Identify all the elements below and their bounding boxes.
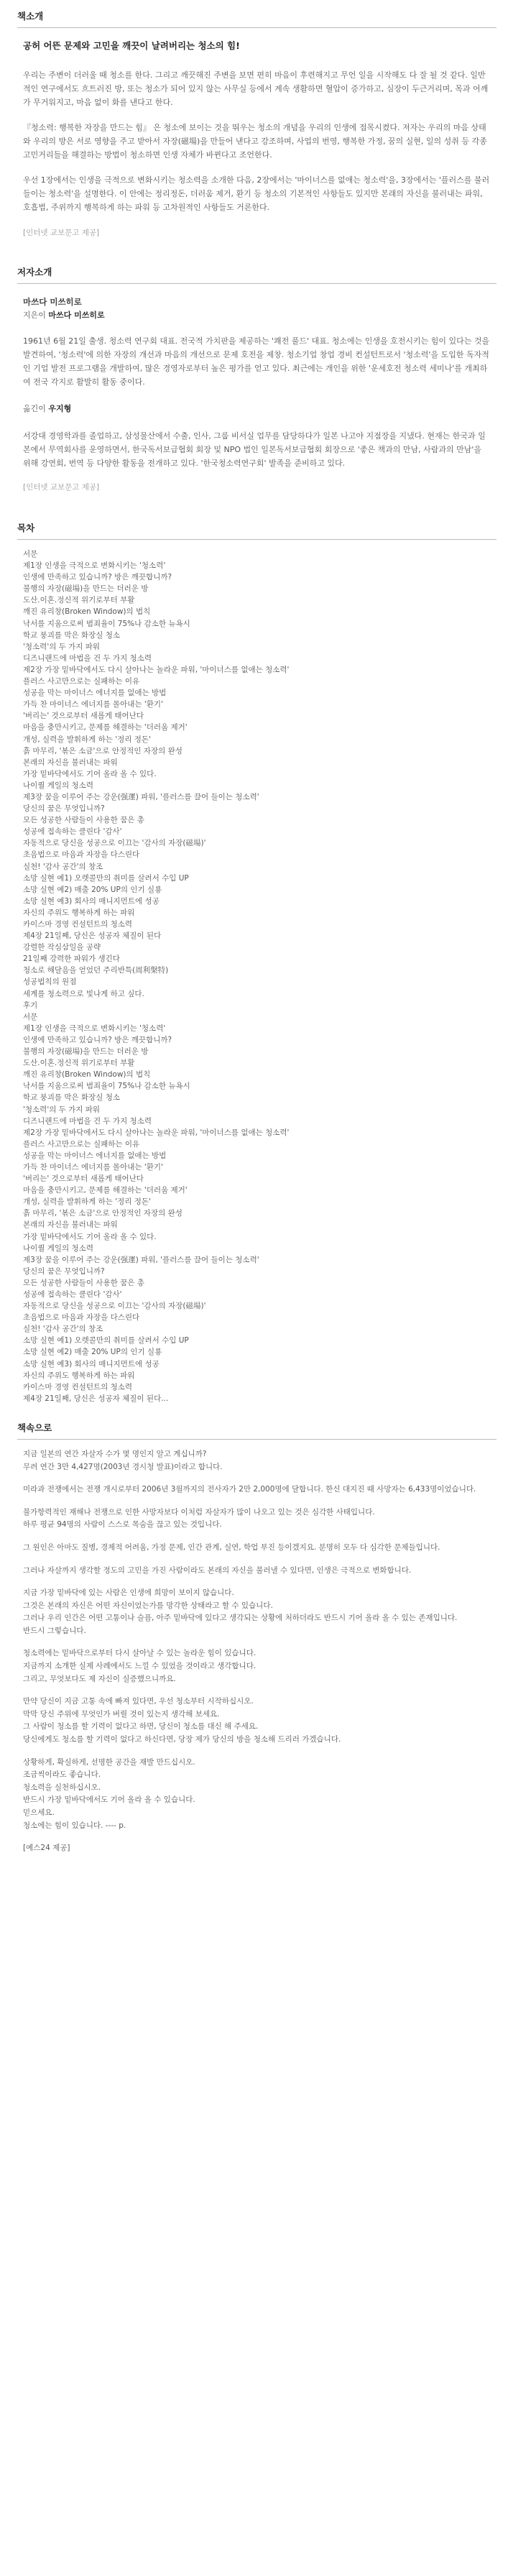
toc-item: 초음법으로 마음과 자장을 다스린다: [23, 1313, 140, 1322]
toc-item: 흙 마무리, '볶은 소금'으로 안정적인 자장의 완성: [23, 1209, 183, 1218]
excerpt-paragraph: 그 원인은 아마도 질병, 경제적 어려움, 가정 문제, 인간 관계, 실연, 학업 부진 등이겠지요. 분명히 모두 다 심각한 문제들입니다.: [23, 1542, 440, 1552]
toc-item: 도산.이혼.정신적 위기로부터 부활: [23, 1059, 135, 1068]
author-name-bold: 마쓰다 미쓰히로: [48, 310, 105, 320]
toc-item: 소망 실현 예3) 회사의 매니지먼트에 성공: [23, 896, 160, 906]
toc-item: 흙 마무리, '볶은 소금'으로 안정적인 자장의 완성: [23, 746, 183, 755]
toc-item: 카이스마 경영 컨설턴트의 청소력: [23, 920, 133, 929]
toc-item: 제2장 가장 밑바닥에서도 다시 살아나는 놀라운 파워, '마이너스를 없애는 청소력': [23, 1128, 290, 1137]
toc-item: 모든 성공한 사람들이 사용한 꿈은 총: [23, 816, 144, 825]
author-role-label: 지은이: [23, 310, 46, 320]
toc-item: 성공을 막는 마이너스 에너지를 없애는 방법: [23, 689, 167, 698]
toc-item: '청소력'의 두 가지 파워: [23, 1105, 101, 1114]
toc-item: 소망 실현 예3) 회사의 매니지먼트에 성공: [23, 1359, 160, 1368]
toc-item: 제4장 21일째, 당신은 성공자 체질이 된다: [23, 932, 162, 941]
excerpt-box: [17, 1439, 497, 1865]
toc-item: 나이퀄 게일의 청소력: [23, 781, 93, 790]
excerpt-source: [예스24 제공]: [23, 1844, 70, 1853]
author-bio: 1961년 6월 21일 출생. 청소력 연구회 대표. 전국적 가치판을 제공하는 '쾌전 풀드' 대표. 청소에는 인생을 호전시키는 힘이 있다는 것을 발견하여, '청소력'에 의한 자장의 개선과 마음의 개선으로 문제 호전을 제창. 청소기업 창업 경비 컨설턴트로서 '청소력'을 도입한 독자적인 기업 발전 프로그램을 개발하여, 많은 경영자로부터 높은 평가를 얻고 있다. 최근에는 개인을 위한 '운세호전 청소력 세미나'를 개최하여 전국 각지로 활발히 활동 중이다.: [23, 336, 490, 387]
toc-item: 당신의 꿈은 무엇입니까?: [23, 1266, 105, 1276]
toc-item: 자신의 주위도 행복하게 하는 파워: [23, 908, 135, 917]
toc-item: 제4장 21일째, 당신은 성공자 체질이 된다...: [23, 1394, 169, 1403]
toc-item: 소망 실현 예1) 오렛콜만의 취미를 살려서 수입 UP: [23, 873, 189, 883]
toc-item: 자동적으로 당신을 성공으로 이끄는 '감사의 자장(磁場)': [23, 839, 206, 848]
toc-item: 성공을 막는 마이너스 에너지를 없애는 방법: [23, 1151, 167, 1160]
toc-item: 가장 밑바닥에서도 기어 올라 올 수 있다.: [23, 769, 157, 778]
toc-box: [17, 539, 497, 1414]
intro-paragraph: 『청소력: 행복한 자장을 만드는 힘』 은 청소에 보이는 것을 뛰우는 청소의 개념을 우리의 인생에 접목시켰다. 저자는 우리의 마음 상태와 우리의 방은 서로 영향을 주고 받아서 자장(磁場)을 만들어 낸다고 강조하며, 사업의 번영, 행복한 가정, 꿈의 실현, 일의 성취 등 각종 고민거리들을 해결하는 방법이 청소하면 인생 자체가 바뀐다고 조언한다.: [23, 123, 487, 160]
toc-item: 제3장 꿈을 이루어 주는 강운(强運) 파워, '플러스를 끌어 들이는 청소력': [23, 792, 259, 801]
toc-item: 가득 찬 마이너스 에너지를 몰아내는 '환기': [23, 700, 163, 709]
toc-item: 모든 성공한 사람들이 사용한 꿈은 총: [23, 1278, 144, 1287]
toc-item: '버리는' 것으로부터 새롭게 태어난다: [23, 712, 144, 721]
toc-item: 인생에 만족하고 있습니까? 방은 깨끗합니까?: [23, 1035, 172, 1044]
toc-item: '버리는' 것으로부터 새롭게 태어난다: [23, 1174, 144, 1184]
excerpt-paragraph: 지금 일본의 연간 자살자 수가 몇 명인지 알고 계십니까? 무려 연간 3만 4,427명(2003년 경시청 발표)이라고 합니다.: [23, 1449, 223, 1471]
toc-item: 소망 실현 예2) 매출 20% UP의 인기 실룡: [23, 885, 162, 894]
toc-item: 후기: [23, 1000, 38, 1010]
toc-item: 플러스 사고만으로는 실패하는 이유: [23, 1139, 140, 1149]
toc-item: 마음을 충만시키고, 문제를 해결하는 '더러움 제거': [23, 723, 188, 732]
toc-item: 깨진 유리창(Broken Window)의 법칙: [23, 607, 151, 617]
toc-item: 학교 붕괴를 막은 화장실 청소: [23, 1093, 121, 1103]
translator-role-label: 옮긴이: [23, 404, 46, 413]
excerpt-paragraph: 미라과 전쟁에서는 전쟁 개시로부터 2006년 3월까지의 전사자가 2만 2,000명에 달합니다. 한신 대지진 때 사망자는 6,433명이었습니다.: [23, 1485, 476, 1494]
toc-item: 제3장 꿈을 이루어 주는 강운(强運) 파워, '플러스를 끌어 들이는 청소력': [23, 1255, 259, 1264]
toc-item: 학교 붕괴를 막은 화장실 청소: [23, 630, 121, 640]
toc-item: 청소로 해달음을 얻었던 주리반특(周利槃特): [23, 966, 169, 975]
toc-item: 성공에 접속하는 클린다 '감사': [23, 1290, 122, 1299]
toc-item: 당신의 꿈은 무엇입니까?: [23, 804, 105, 814]
toc-item: 도산.이혼.정신적 위기로부터 부활: [23, 596, 135, 605]
toc-item: 인생에 만족하고 있습니까? 방은 깨끗합니까?: [23, 573, 172, 582]
toc-item: 낙서를 지움으로써 범죄율이 75%나 감소한 뉴욕시: [23, 1082, 190, 1091]
toc-item: 실천! '감사 공간'의 창조: [23, 862, 103, 871]
author-section: [17, 266, 497, 503]
intro-source: [인터넷 교보문고 제공]: [23, 229, 100, 237]
author-name: 마쓰다 미쓰히로: [23, 297, 82, 307]
toc-item: 자신의 주위도 행복하게 하는 파워: [23, 1371, 135, 1380]
toc-item: 카이스마 경영 컨설턴트의 청소력: [23, 1382, 133, 1392]
book-intro-heading: 책소개: [17, 11, 44, 22]
translator-meta: [23, 403, 491, 415]
toc-item: 깨진 유리창(Broken Window)의 법칙: [23, 1070, 151, 1080]
book-intro-title: 공허 어뜬 문제와 고민을 깨끗이 날려버리는 청소의 힘!: [23, 40, 240, 51]
toc-item: 21일째 강력한 파워가 생긴다: [23, 954, 120, 964]
author-heading: 저자소개: [17, 267, 52, 277]
author-source: [인터넷 교보문고 제공]: [23, 483, 100, 492]
toc-item: '청소력'의 두 가지 파워: [23, 642, 101, 651]
book-intro-section: [17, 10, 497, 249]
toc-item: 성공에 접속하는 클린다 '감사': [23, 827, 122, 837]
toc-item: 강렬한 작심삼일을 공략: [23, 943, 101, 952]
excerpt-section: [17, 1422, 497, 1865]
toc-item: 낙서를 지움으로써 범죄율이 75%나 감소한 뉴욕시: [23, 619, 190, 628]
excerpt-paragraph: 그러나 자살까지 생각할 정도의 고민을 가진 사람이라도 본래의 자신을 불러낼 수 있다면, 인생은 극적으로 변화합니다.: [23, 1565, 412, 1575]
toc-item: 성공법칙의 원점: [23, 978, 77, 987]
toc-item: 불행의 자장(磁場)을 만드는 더러운 방: [23, 1047, 149, 1057]
toc-item: 소망 실현 예2) 매출 20% UP의 인기 실룡: [23, 1348, 162, 1357]
excerpt-paragraph: 지금 가장 밑바닥에 있는 사람은 인생에 희망이 보이지 않습니다. 그것은 본래의 자신은 어떤 자신이었는가를 망각한 상태라고 할 수 있습니다. 그러나 우리 인간은 어떤 고통이나 슬픔, 아주 밑바닥에 있다고 생각되는 상황에 처하더라도 반드시 기어 올라 올 수 있는 존재입니다. 반드시 그렇습니다.: [23, 1588, 458, 1635]
toc-item: 개성, 실력을 발휘하게 하는 '정리 정돈': [23, 1197, 151, 1207]
toc-item: 디즈니랜드에 마법을 건 두 가지 청소력: [23, 1116, 152, 1126]
toc-item: 서문: [23, 550, 38, 558]
author-box: [17, 283, 497, 503]
toc-item: 불행의 자장(磁場)을 만드는 더러운 방: [23, 584, 149, 594]
toc-item: 나이퀄 게일의 청소력: [23, 1243, 93, 1253]
toc-item: 서문: [23, 1012, 38, 1021]
toc-item: 초음법으로 마음과 자장을 다스린다: [23, 850, 140, 860]
excerpt-heading: 책속으로: [17, 1422, 52, 1433]
translator-bio: 서강대 경영학과를 졸업하고, 삼성물산에서 수출, 인사, 그룹 비서실 업무를 담당하다가 일본 나고야 지점장을 지냈다. 현재는 한국과 일본에서 무역회사를 운영하면서, 한국독서보급협회 회장 및 NPO 법인 일본독서보급협회 회장으로 '좋은 책과의 만남, 사람과의 만남'을 위해 강연회, 번역 등 다양한 활동을 전개하고 있다. '한국청소력연구회' 발족을 준비하고 있다.: [23, 431, 486, 468]
intro-paragraph: 우리는 주변이 더러울 때 청소를 한다. 그리고 깨끗해진 주변을 보면 편히 마음이 후련해지고 무언 일을 시작해도 다 잘 될 것 같다. 일반적인 연구에서도 흐트러진 방, 또는 청소가 되어 있지 않는 사무실 등에서 계속 생활하면 혈압이 증가하고, 심장이 두근거리며, 목과 어깨가 무거워지고, 마음 없이 화를 낸다고 한다.: [23, 70, 489, 107]
author-meta: [23, 310, 491, 321]
translator-name: 우지형: [48, 404, 72, 413]
excerpt-paragraph: 상황하게, 확실하게, 선명한 공간을 재발 만드십시오. 조금씩이라도 좋습니다. 청소력을 실천하십시오. 반드시 가장 밑바닥에서도 기어 올라 올 수 있습니다. 믿으세요. 청소에는 힘이 있습니다. ---- p.: [23, 1757, 195, 1830]
toc-item: 플러스 사고만으로는 실패하는 이유: [23, 677, 140, 686]
excerpt-paragraph: 불가항력적인 재해나 전쟁으로 인한 사망자보다 이처럼 자살자가 많이 나오고 있는 것은 심각한 사태입니다. 하루 평균 94명의 사람이 스스로 목숨을 끊고 있는 것입니다.: [23, 1507, 375, 1530]
excerpt-paragraph: 청소력에는 밑바닥으로부터 다시 살아날 수 있는 놀라운 힘이 있습니다. 지금까지 소개한 실제 사례에서도 느낄 수 있었을 것이라고 생각합니다. 그리고, 무엇보다도 제 자신이 실증했으니까요.: [23, 1649, 257, 1683]
toc-item: 제1장 인생을 극적으로 변화시키는 '청소력': [23, 561, 166, 571]
toc-item: 개성, 실력을 발휘하게 하는 '정리 정돈': [23, 735, 151, 744]
book-intro-box: [17, 27, 497, 249]
excerpt-paragraph: 만약 당신이 지금 고통 속에 빠져 있다면, 우선 청소부터 시작하십시오. 막막 당신 주위에 무엇인가 버릴 것이 있는지 생각해 보세요. 그 사람이 청소를 할 기력이 없다고 하면, 당신이 청소를 대신 해 주세요. 당신에게도 청소를 할 기력이 없다고 하신다면, 당장 제가 당신의 방을 청소해 드리러 가겠습니다.: [23, 1697, 341, 1744]
toc-item: 세계를 청소력으로 빛나게 하고 싶다.: [23, 989, 144, 998]
toc-item: 제1장 인생을 극적으로 변화시키는 '청소력': [23, 1024, 166, 1033]
toc-item: 마음을 충만시키고, 문제를 해결하는 '더러움 제거': [23, 1186, 188, 1195]
toc-item: 자동적으로 당신을 성공으로 이끄는 '감사의 자장(磁場)': [23, 1302, 206, 1311]
toc-item: 본래의 자신을 불러내는 파워: [23, 758, 118, 767]
toc-item: 가장 밑바닥에서도 기어 올라 올 수 있다.: [23, 1232, 157, 1241]
toc-item: 본래의 자신을 불러내는 파워: [23, 1220, 118, 1230]
intro-paragraph: 우선 1장에서는 인생을 극적으로 변화시키는 청소력을 소개한 다음, 2장에서는 '마이너스를 없애는 청소력'을, 3장에서는 '플러스를 불러들이는 청소력'을 설명한다. 이 안에는 정리정돈, 더러움 제거, 환기 등 청소의 기본적인 사항들도 있지만 본래의 자신을 불러내는 파워, 호흡법, 주위까지 행복하게 하는 파워 등 고차원적인 사항들도 거론한다.: [23, 175, 490, 212]
toc-item: 가득 찬 마이너스 에너지를 몰아내는 '환기': [23, 1162, 163, 1172]
toc-item: 소망 실현 예1) 오렛콜만의 취미를 살려서 수입 UP: [23, 1336, 189, 1346]
toc-item: 제2장 가장 밑바닥에서도 다시 살아나는 놀라운 파워, '마이너스를 없애는 청소력': [23, 665, 290, 674]
toc-item: 디즈니랜드에 마법을 건 두 가지 청소력: [23, 653, 152, 663]
toc-section: [17, 522, 497, 1414]
toc-heading: 목차: [17, 523, 35, 533]
toc-item: 실천! '감사 공간'의 창조: [23, 1325, 103, 1334]
